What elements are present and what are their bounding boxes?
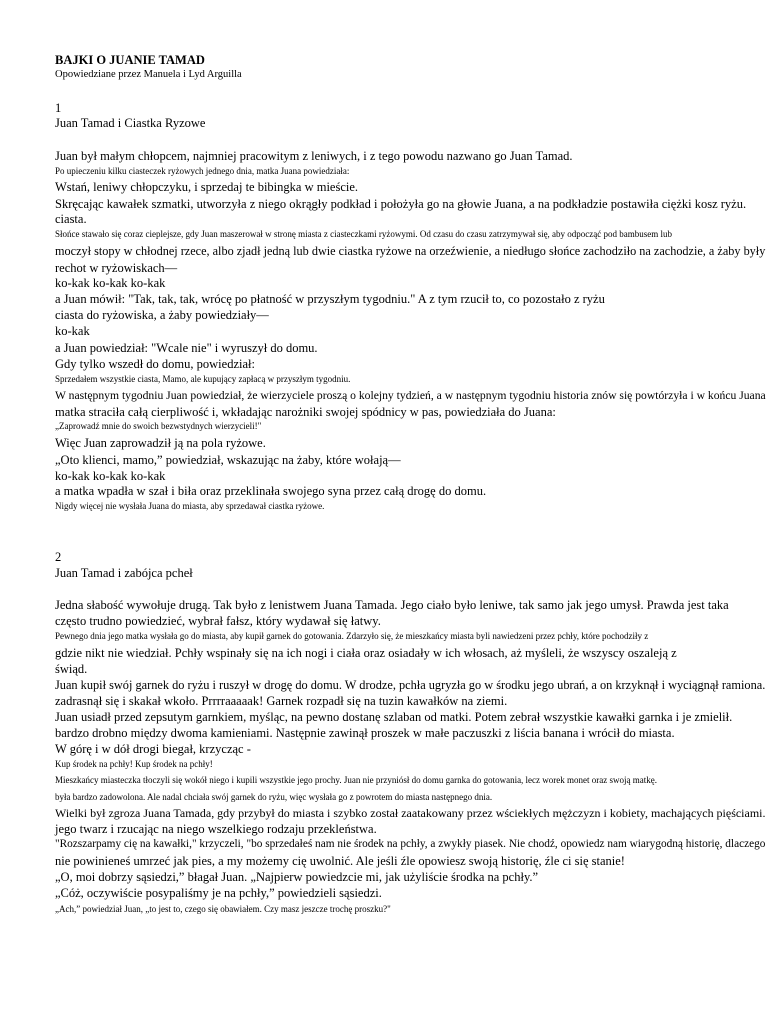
paragraph-line: nie powinieneś umrzeć jak pies, a my możemy cię uwolnić. Ale jeśli źle opowiesz swoją historię, źle ci się stanie!	[55, 854, 625, 868]
paragraph-line: „O, moi dobrzy sąsiedzi,” błagał Juan. „Najpierw powiedzcie mi, jak użyliście środka na pchły.”	[55, 870, 539, 884]
story-title: Juan Tamad i zabójca pcheł	[55, 566, 193, 580]
paragraph-line: „Zaprowadź mnie do swoich bezwstydnych wierzycieli!"	[55, 421, 262, 431]
paragraph-line: często trudno powiedzieć, wybrał fałsz, który wydawał się łatwy.	[55, 614, 381, 628]
paragraph-line: Po upieczeniu kilku ciasteczek ryżowych jednego dnia, matka Juana powiedziała:	[55, 166, 350, 176]
paragraph-line: a Juan powiedział: "Wcale nie" i wyruszył do domu.	[55, 341, 318, 355]
document-title: BAJKI O JUANIE TAMAD	[55, 53, 205, 67]
paragraph-line: Sprzedałem wszystkie ciasta, Mamo, ale kupujący zapłacą w przyszłym tygodniu.	[55, 374, 351, 384]
paragraph-line: Juan był małym chłopcem, najmniej pracowitym z leniwych, i z tego powodu nazwano go Juan Tamad.	[55, 149, 573, 163]
paragraph-line: Nigdy więcej nie wysłała Juana do miasta, aby sprzedawał ciastka ryżowe.	[55, 501, 325, 511]
paragraph-line: a matka wpadła w szał i biła oraz przeklinała swojego syna przez całą drogę do domu.	[55, 484, 487, 498]
paragraph-line: Juan usiadł przed zepsutym garnkiem, myśląc, na pewno dostanę szlaban od matki. Potem zebrał wszystkie kawałki garnka i je zmielił.	[55, 710, 733, 724]
paragraph-line: W górę i w dół drogi biegał, krzycząc -	[55, 742, 251, 756]
paragraph-line: świąd.	[55, 662, 88, 676]
paragraph-line: "Rozszarpamy cię na kawałki," krzyczeli, "bo sprzedałeś nam nie środek na pchły, a zwykły piasek. Nie chodź, opowiedz nam wiarygodną historię, dlaczego	[55, 838, 766, 850]
story-number: 1	[55, 101, 62, 115]
paragraph-line: ko-kak ko-kak ko-kak	[55, 276, 166, 290]
paragraph-line: ko-kak	[55, 324, 90, 338]
paragraph-line: Wstań, leniwy chłopczyku, i sprzedaj te bibingka w mieście.	[55, 180, 359, 194]
paragraph-line: Pewnego dnia jego matka wysłała go do miasta, aby kupił garnek do gotowania. Zdarzyło się, że mieszkańcy miasta byli nawiedzeni przez pchły, które pochodziły z	[55, 631, 649, 641]
paragraph-line: Słońce stawało się coraz cieplejsze, gdy Juan maszerował w stronę miasta z ciasteczkami ryżowymi. Od czasu do czasu zatrzymywał się, aby odpocząć pod bambusem lub	[55, 229, 673, 239]
paragraph-line: bardzo drobno między dwoma kamieniami. Następnie zawinął proszek w małe paczuszki z liścia banana i wrócił do miasta.	[55, 726, 675, 740]
paragraph-line: „Oto klienci, mamo,” powiedział, wskazując na żaby, które wołają—	[55, 453, 401, 467]
paragraph-line: ciasta do ryżowiska, a żaby powiedziały—	[55, 308, 269, 322]
paragraph-line: moczył stopy w chłodnej rzece, albo zjadł jedną lub dwie ciastka ryżowe na orzeźwienie, a niedługo słońce zachodziło na zachodzie, a żaby były	[55, 244, 766, 258]
paragraph-line: „Cóż, oczywiście posypaliśmy je na pchły,” powiedzieli sąsiedzi.	[55, 886, 382, 900]
paragraph-line: W następnym tygodniu Juan powiedział, że wierzyciele proszą o kolejny tydzień, a w następnym tygodniu historia znów się powtórzyła i w końcu Juana	[55, 389, 766, 402]
paragraph-line: jego twarz i rzucając na niego wszelkiego rodzaju przekleństwa.	[55, 822, 377, 836]
document-subtitle: Opowiedziane przez Manuela i Lyd Arguilla	[55, 69, 242, 80]
paragraph-line: Mieszkańcy miasteczka tłoczyli się wokół niego i kupili wszystkie jego prochy. Juan nie przyniósł do domu garnka do gotowania, lecz worek monet oraz swoją matkę.	[55, 775, 658, 785]
paragraph-line: Skręcając kawałek szmatki, utworzyła z niego okrągły podkład i położyła go na głowie Juana, a na podkładzie postawiła ciężki kosz ryżu.	[55, 197, 747, 211]
paragraph-line: Wielki był zgroza Juana Tamada, gdy przybył do miasta i szybko został zaatakowany przez wściekłych mężczyzn i kobiety, machających pięściami.	[55, 806, 766, 820]
paragraph-line: Kup środek na pchły! Kup środek na pchły!	[55, 759, 213, 769]
paragraph-line: Juan kupił swój garnek do ryżu i ruszył w drogę do domu. W drodze, pchła ugryzła go w środku jego ubrań, a on krzyknął i wyciągnął ramiona.	[55, 678, 766, 692]
paragraph-line: matka straciła całą cierpliwość i, wkładając narożniki swojej spódnicy w pas, powiedziała do Juana:	[55, 405, 556, 419]
paragraph-line: a Juan mówił: "Tak, tak, tak, wrócę po płatność w przyszłym tygodniu." A z tym rzucił to, co pozostało z ryżu	[55, 292, 605, 306]
paragraph-line: rechot w ryżowiskach—	[55, 261, 178, 275]
paragraph-line: ko-kak ko-kak ko-kak	[55, 469, 166, 483]
story-title: Juan Tamad i Ciastka Ryzowe	[55, 116, 206, 130]
paragraph-line: ciasta.	[55, 212, 87, 226]
story-number: 2	[55, 550, 62, 564]
paragraph-line: była bardzo zadowolona. Ale nadal chciała swój garnek do ryżu, więc wysłała go z powrotem do miasta następnego dnia.	[55, 792, 493, 802]
paragraph-line: „Ach,” powiedział Juan, „to jest to, czego się obawiałem. Czy masz jeszcze trochę proszku?"	[55, 904, 391, 914]
paragraph-line: zadrasnął się i skakał wkoło. Prrrraaaaak! Garnek rozpadł się na tuzin kawałków na ziemi.	[55, 694, 508, 708]
paragraph-line: gdzie nikt nie wiedział. Pchły wspinały się na ich nogi i ciała oraz osiadały w ich włosach, aż myśleli, że wszyscy oszaleją z	[55, 646, 677, 660]
paragraph-line: Więc Juan zaprowadził ją na pola ryżowe.	[55, 436, 266, 450]
paragraph-line: Gdy tylko wszedł do domu, powiedział:	[55, 357, 255, 371]
paragraph-line: Jedna słabość wywołuje drugą. Tak było z lenistwem Juana Tamada. Jego ciało było leniwe, tak samo jak jego umysł. Prawda jest taka	[55, 598, 729, 612]
